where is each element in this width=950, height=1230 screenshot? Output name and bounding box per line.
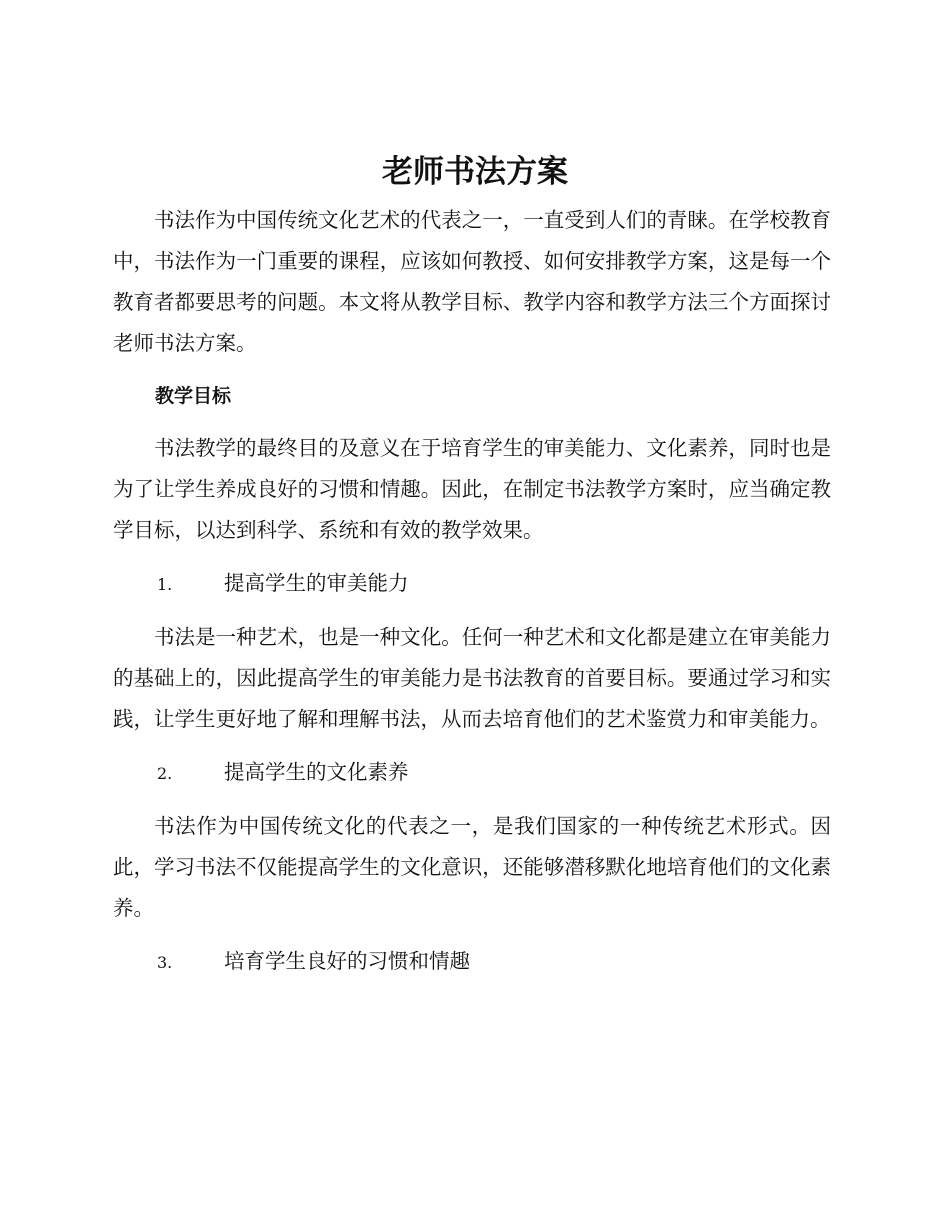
list-title: 培育学生良好的习惯和情趣	[224, 949, 470, 973]
intro-paragraph: 书法作为中国传统文化艺术的代表之一，一直受到人们的青睐。在学校教育中，书法作为一门重要的课程，应该如何教授、如何安排教学方案，这是每一个教育者都要思考的问题。本文将从教学目标、教学内容和教学方法三个方面探讨老师书法方案。	[113, 208, 831, 355]
list-item-paragraph: 书法作为中国传统文化的代表之一，是我们国家的一种传统艺术形式。因此，学习书法不仅能提高学生的文化意识，还能够潜移默化地培育他们的文化素养。	[113, 814, 831, 920]
section-heading-teaching-goals: 教学目标	[155, 385, 232, 407]
section-paragraph: 书法教学的最终目的及意义在于培育学生的审美能力、文化素养，同时也是为了让学生养成良好的习惯和情趣。因此，在制定书法教学方案时，应当确定教学目标，以达到科学、系统和有效的教学效果。	[113, 436, 831, 542]
list-item-1	[157, 569, 831, 599]
list-item-3	[157, 947, 831, 977]
list-item-2	[157, 758, 831, 788]
document-title: 老师书法方案	[382, 154, 568, 190]
list-number: 3.	[157, 953, 173, 972]
list-number: 1.	[157, 575, 173, 594]
document-body	[113, 200, 831, 995]
list-title: 提高学生的文化素养	[224, 760, 409, 784]
list-title: 提高学生的审美能力	[224, 571, 409, 595]
list-number: 2.	[157, 764, 173, 783]
list-item-paragraph: 书法是一种艺术，也是一种文化。任何一种艺术和文化都是建立在审美能力的基础上的，因此提高学生的审美能力是书法教育的首要目标。要通过学习和实践，让学生更好地了解和理解书法，从而去培育他们的艺术鉴赏力和审美能力。	[113, 625, 831, 731]
